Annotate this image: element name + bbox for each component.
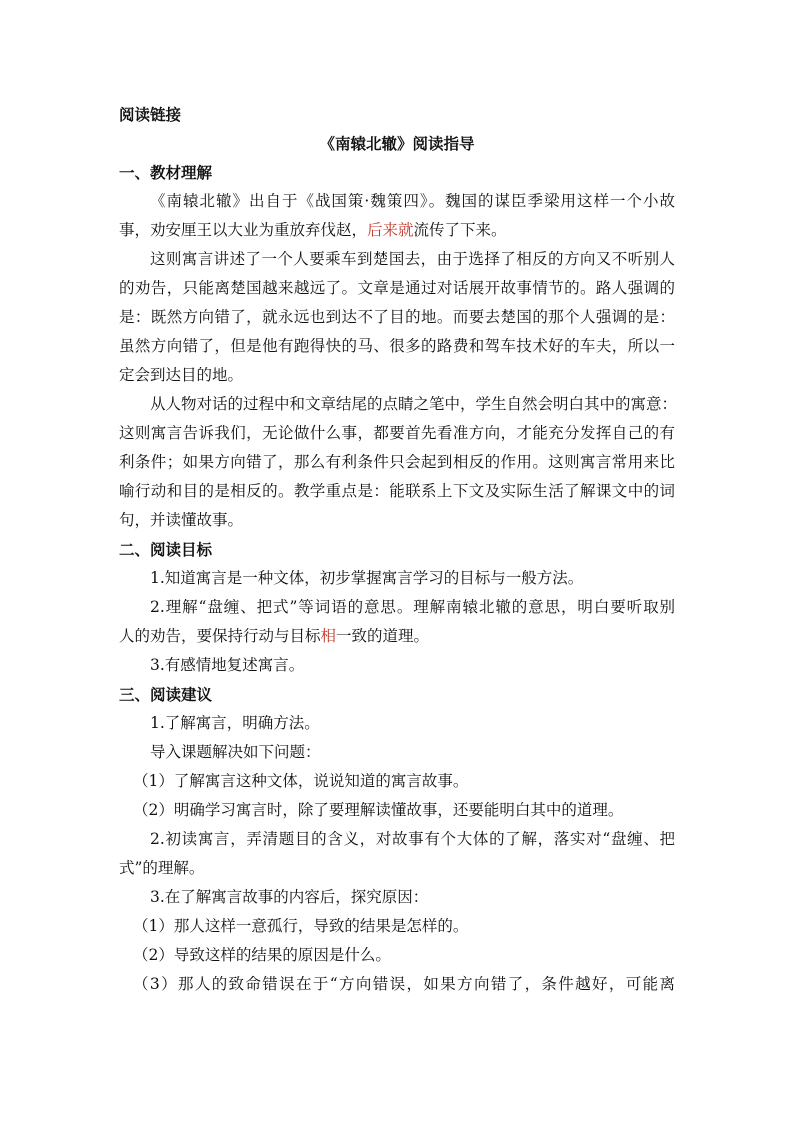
- list-item: 1.知道寓言是一种文体，初步掌握寓言学习的目标与一般方法。: [150, 569, 584, 587]
- list-item: 2.理解“盘缠、把式”等词语的意思。理解南辕北辙的意思，明白要听取别: [150, 598, 675, 616]
- list-item: 3.在了解寓言故事的内容后，探究原因：: [150, 888, 429, 906]
- header-label: 阅读链接: [119, 105, 182, 124]
- paragraph-line: 喻行动和目的是相反的。教学重点是：能联系上下文及实际生活了解课文中的词: [119, 482, 675, 500]
- document-page: [119, 100, 678, 999]
- paragraph-line: 导入课题解决如下问题：: [150, 743, 321, 761]
- paragraph-line: 定会到达目的地。: [119, 366, 244, 384]
- section-heading-goals: 二、阅读目标: [119, 540, 213, 559]
- paragraph-line: 是：既然方向错了，就永远也到达不了目的地。而要去楚国的那个人强调的是：: [119, 308, 675, 326]
- paragraph-line: 《南辕北辙》出自于《战国策·魏策四》。魏国的谋臣季梁用这样一个小故: [150, 192, 675, 210]
- paragraph-line: 句，并读懂故事。: [119, 511, 244, 529]
- text-span: 流传了下来。: [413, 221, 507, 239]
- list-item: （1）了解寓言这种文体，说说知道的寓言故事。: [133, 772, 469, 790]
- list-item: 3.有感情地复述寓言。: [150, 656, 305, 674]
- list-item: 1.了解寓言，明确方法。: [150, 714, 320, 732]
- list-item: （1）那人这样一意孤行，导致的结果是怎样的。: [133, 917, 469, 935]
- text-span: 人的劝告，要保持行动与目标: [119, 627, 321, 645]
- paragraph-line: 这则寓言讲述了一个人要乘车到楚国去，由于选择了相反的方向又不听别人: [150, 250, 675, 268]
- section-heading-textbook: 一、教材理解: [119, 163, 213, 182]
- list-item: （2）导致这样的结果的原因是什么。: [133, 946, 391, 964]
- list-item: （2）明确学习寓言时，除了要理解读懂故事，还要能明白其中的道理。: [133, 801, 624, 819]
- paragraph-line: 利条件；如果方向错了，那么有利条件只会起到相反的作用。这则寓言常用来比: [119, 453, 675, 471]
- paragraph-line: [119, 216, 675, 245]
- paragraph-line: 式”的理解。: [119, 859, 205, 877]
- text-span: 事，劝安厘王以大业为重放弃伐赵，: [119, 221, 368, 239]
- paragraph-line: 虽然方向错了，但是他有跑得快的马、很多的路费和驾车技术好的车夫，所以一: [119, 337, 675, 355]
- highlighted-text: 相: [320, 627, 337, 645]
- document-title: 《南辕北辙》阅读指导: [319, 134, 475, 153]
- highlighted-text: 后来就: [367, 221, 414, 239]
- paragraph-line: 的劝告，只能离楚国越来越远了。文章是通过对话展开故事情节的。路人强调的: [119, 279, 675, 297]
- list-item: 2.初读寓言，弄清题目的含义，对故事有个大体的了解，落实对“盘缠、把: [150, 830, 675, 848]
- paragraph-line: 从人物对话的过程中和文章结尾的点睛之笔中，学生自然会明白其中的寓意：: [150, 395, 678, 413]
- section-heading-suggestions: 三、阅读建议: [119, 685, 213, 704]
- paragraph-line: 这则寓言告诉我们，无论做什么事，都要首先看准方向，才能充分发挥自己的有: [119, 424, 675, 442]
- list-item: （3）那人的致命错误在于“方向错误，如果方向错了，条件越好，可能离: [133, 975, 675, 993]
- paragraph-line: [119, 622, 675, 651]
- text-span: 一致的道理。: [336, 627, 430, 645]
